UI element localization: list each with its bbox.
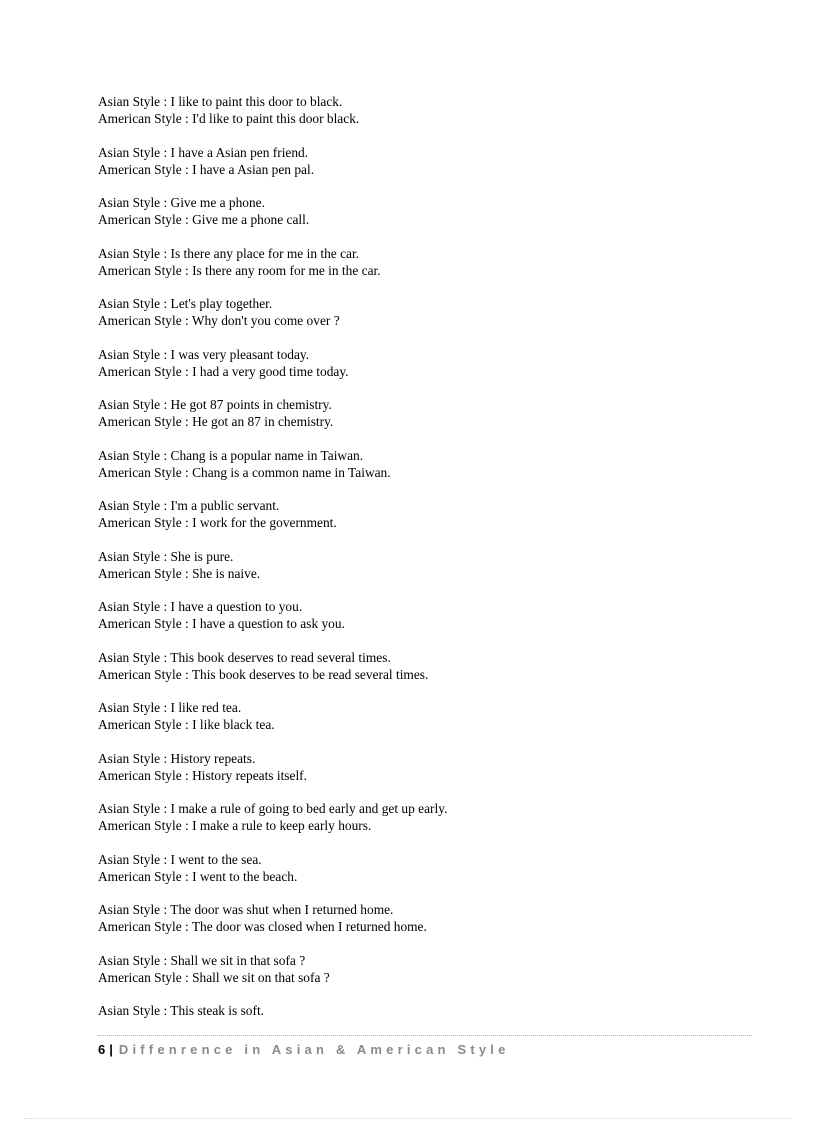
american-style-line: American Style : I like black tea. <box>98 717 275 732</box>
phrase-pair <box>98 194 758 228</box>
phrase-pair <box>98 396 758 430</box>
american-style-line: American Style : I work for the government. <box>98 515 337 530</box>
running-title: Diffenrence in Asian & American Style <box>118 1041 510 1057</box>
phrase-pair <box>98 750 758 784</box>
asian-style-line: Asian Style : Is there any place for me in the car. <box>98 245 360 261</box>
asian-style-line: Asian Style : I have a Asian pen friend. <box>98 144 309 160</box>
american-style-line: American Style : I have a question to ask you. <box>98 616 345 631</box>
asian-style-line: Asian Style : He got 87 points in chemistry. <box>98 397 332 412</box>
asian-style-line: Asian Style : I like to paint this door to black. <box>98 94 343 109</box>
phrase-pair <box>98 245 758 279</box>
asian-style-line: Asian Style : I went to the sea. <box>98 851 262 867</box>
phrase-pair <box>98 346 758 380</box>
american-style-line: American Style : She is naive. <box>98 565 261 581</box>
asian-style-line: Asian Style : I like red tea. <box>98 700 242 715</box>
page-number: 6 <box>98 1041 106 1057</box>
asian-style-line: Asian Style : History repeats. <box>98 750 256 766</box>
asian-style-line: Asian Style : This book deserves to read several times. <box>98 649 391 665</box>
american-style-line: American Style : Is there any room for me in the car. <box>98 262 381 278</box>
phrase-pair <box>98 952 758 986</box>
asian-style-line: Asian Style : I was very pleasant today. <box>98 346 310 362</box>
phrase-pair <box>98 447 758 481</box>
american-style-line: American Style : History repeats itself. <box>98 767 307 783</box>
asian-style-line: Asian Style : Give me a phone. <box>98 195 265 210</box>
phrase-pair <box>98 548 758 582</box>
phrase-pair <box>98 800 758 834</box>
american-style-line: American Style : Give me a phone call. <box>98 212 310 227</box>
asian-style-line: Asian Style : Shall we sit in that sofa ? <box>98 952 306 968</box>
footer-separator: | <box>109 1041 113 1057</box>
phrase-pair <box>98 851 758 885</box>
american-style-line: American Style : He got an 87 in chemistry. <box>98 414 334 429</box>
phrase-pair <box>98 93 758 127</box>
american-style-line: American Style : Shall we sit on that sofa ? <box>98 969 330 985</box>
asian-style-line: Asian Style : This steak is soft. <box>98 1003 265 1018</box>
american-style-line: American Style : The door was closed when I returned home. <box>98 919 427 934</box>
american-style-line: American Style : I went to the beach. <box>98 868 298 884</box>
american-style-line: American Style : I make a rule to keep early hours. <box>98 818 372 833</box>
asian-style-line: Asian Style : Chang is a popular name in Taiwan. <box>98 447 364 463</box>
phrase-pair <box>98 144 758 178</box>
footer-divider <box>98 1035 752 1036</box>
phrase-list <box>98 93 758 1036</box>
phrase-pair <box>98 901 758 935</box>
american-style-line: American Style : This book deserves to be read several times. <box>98 666 429 682</box>
american-style-line: American Style : Chang is a common name in Taiwan. <box>98 464 391 480</box>
asian-style-line: Asian Style : The door was shut when I returned home. <box>98 902 394 917</box>
american-style-line: American Style : I'd like to paint this door black. <box>98 111 360 126</box>
page-bottom-divider <box>24 1118 792 1119</box>
phrase-pair <box>98 1002 758 1019</box>
asian-style-line: Asian Style : I make a rule of going to bed early and get up early. <box>98 801 448 816</box>
phrase-pair <box>98 598 758 632</box>
phrase-pair <box>98 497 758 531</box>
asian-style-line: Asian Style : She is pure. <box>98 548 234 564</box>
american-style-line: American Style : I have a Asian pen pal. <box>98 161 315 177</box>
phrase-pair <box>98 649 758 683</box>
asian-style-line: Asian Style : I'm a public servant. <box>98 498 280 513</box>
asian-style-line: Asian Style : I have a question to you. <box>98 599 303 614</box>
american-style-line: American Style : Why don't you come over ? <box>98 313 340 328</box>
page-footer <box>98 1040 510 1058</box>
phrase-pair <box>98 699 758 733</box>
american-style-line: American Style : I had a very good time today. <box>98 363 349 379</box>
asian-style-line: Asian Style : Let's play together. <box>98 296 273 311</box>
phrase-pair <box>98 295 758 329</box>
